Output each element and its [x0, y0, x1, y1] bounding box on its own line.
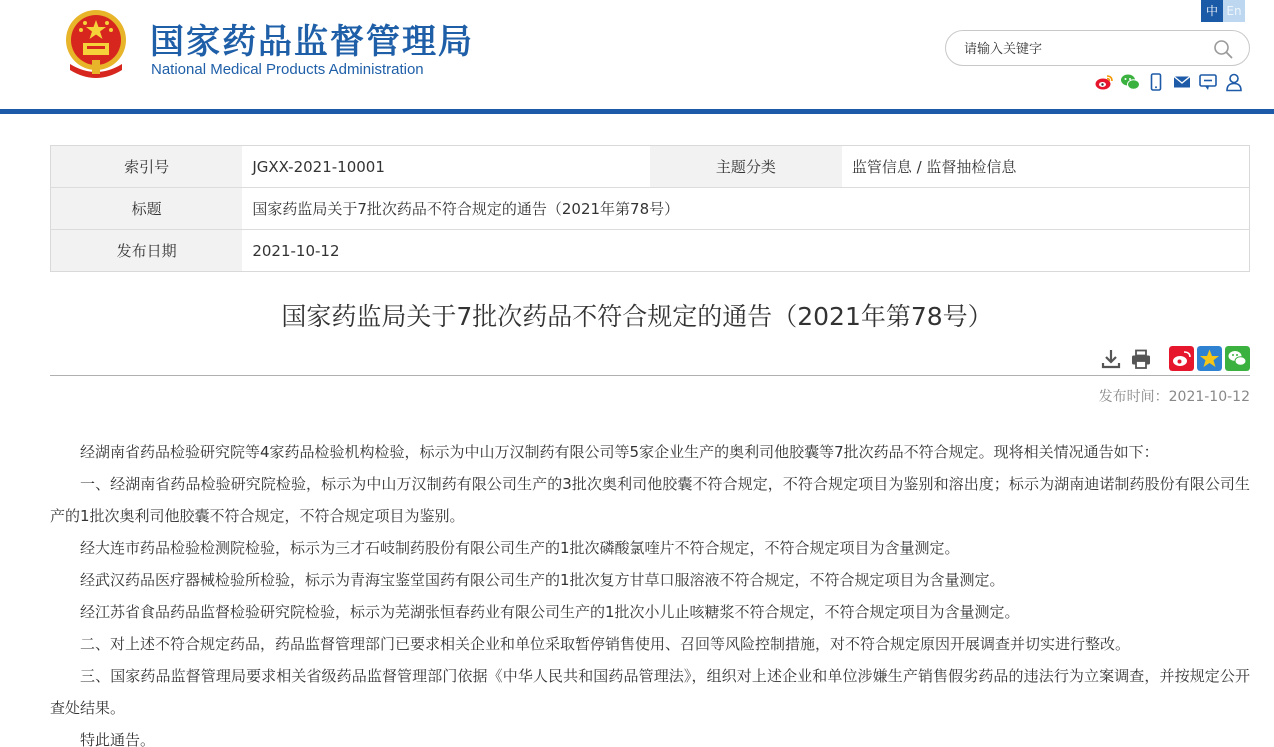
- download-icon[interactable]: [1100, 348, 1122, 370]
- title-value: 国家药监局关于7批次药品不符合规定的通告（2021年第78号）: [242, 188, 1249, 230]
- weibo-icon[interactable]: [1094, 72, 1114, 92]
- favorite-icon[interactable]: [1197, 346, 1222, 371]
- table-row: [51, 146, 1250, 188]
- search-input[interactable]: [964, 39, 1204, 59]
- table-row: [51, 230, 1250, 272]
- social-links: [1094, 72, 1244, 92]
- mobile-icon[interactable]: [1146, 72, 1166, 92]
- publish-time: 发布时间：2021-10-12: [1098, 389, 1250, 405]
- article-paragraph: 二、对上述不符合规定药品，药品监督管理部门已要求相关企业和单位采取暂停销售使用、召回等风险控制措施，对不符合规定原因开展调查并切实进行整改。: [80, 635, 1131, 653]
- article-paragraph: 一、经湖南省药品检验研究院检验，标示为中山万汉制药有限公司生产的3批次奥利司他胶囊不符合规定，不符合规定项目为鉴别和溶出度；标示为湖南迪诺制药股份有限公司生产的1批次奥利司他胶囊不符合规定，不符合规定项目为鉴别。: [50, 475, 1250, 525]
- category-value: 监管信息 / 监督抽检信息: [842, 146, 1250, 188]
- header-divider-bar: [0, 109, 1274, 114]
- lang-chinese-button[interactable]: 中: [1201, 0, 1223, 22]
- article-paragraph: 经大连市药品检验检测院检验，标示为三才石岐制药股份有限公司生产的1批次磷酸氯喹片不符合规定，不符合规定项目为含量测定。: [80, 539, 960, 557]
- index-label: 索引号: [51, 146, 243, 188]
- article-paragraph: 特此通告。: [80, 731, 156, 747]
- site-header: [0, 0, 1274, 112]
- article-tools: [1100, 348, 1152, 370]
- site-title[interactable]: 国家药品监督管理局: [150, 22, 474, 62]
- user-icon[interactable]: [1224, 72, 1244, 92]
- article-paragraph: 经湖南省药品检验研究院等4家药品检验机构检验，标示为中山万汉制药有限公司等5家企业生产的奥利司他胶囊等7批次药品不符合规定。现将相关情况通告如下：: [80, 443, 1159, 461]
- title-label: 标题: [51, 188, 243, 230]
- search-icon[interactable]: [1213, 39, 1233, 59]
- site-subtitle[interactable]: National Medical Products Administration: [151, 61, 424, 78]
- date-label: 发布日期: [51, 230, 243, 272]
- date-value: 2021-10-12: [252, 241, 340, 260]
- article-paragraph: 经武汉药品医疗器械检验所检验，标示为青海宝鉴堂国药有限公司生产的1批次复方甘草口服溶液不符合规定，不符合规定项目为含量测定。: [80, 571, 1005, 589]
- national-emblem-icon[interactable]: [62, 8, 130, 78]
- title-divider: [50, 375, 1250, 376]
- language-switch: [1201, 0, 1245, 22]
- lang-english-button[interactable]: En: [1223, 0, 1245, 22]
- wechat-icon[interactable]: [1120, 72, 1140, 92]
- message-icon[interactable]: [1198, 72, 1218, 92]
- weibo-icon[interactable]: [1169, 346, 1194, 371]
- mail-icon[interactable]: [1172, 72, 1192, 92]
- article-title: 国家药监局关于7批次药品不符合规定的通告（2021年第78号）: [281, 302, 993, 331]
- table-row: [51, 188, 1250, 230]
- search-box: [945, 30, 1250, 66]
- print-icon[interactable]: [1130, 348, 1152, 370]
- share-tools: [1169, 346, 1250, 371]
- wechat-icon[interactable]: [1225, 346, 1250, 371]
- document-info-table: [50, 145, 1250, 272]
- article-paragraph: 三、国家药品监督管理局要求相关省级药品监督管理部门依据《中华人民共和国药品管理法》，组织对上述企业和单位涉嫌生产销售假劣药品的违法行为立案调查，并按规定公开查处结果。: [50, 667, 1250, 717]
- article-body: [50, 436, 1250, 747]
- index-value: JGXX-2021-10001: [242, 146, 650, 188]
- category-label: 主题分类: [650, 146, 842, 188]
- article-paragraph: 经江苏省食品药品监督检验研究院检验，标示为芜湖张恒春药业有限公司生产的1批次小儿止咳糖浆不符合规定，不符合规定项目为含量测定。: [80, 603, 1020, 621]
